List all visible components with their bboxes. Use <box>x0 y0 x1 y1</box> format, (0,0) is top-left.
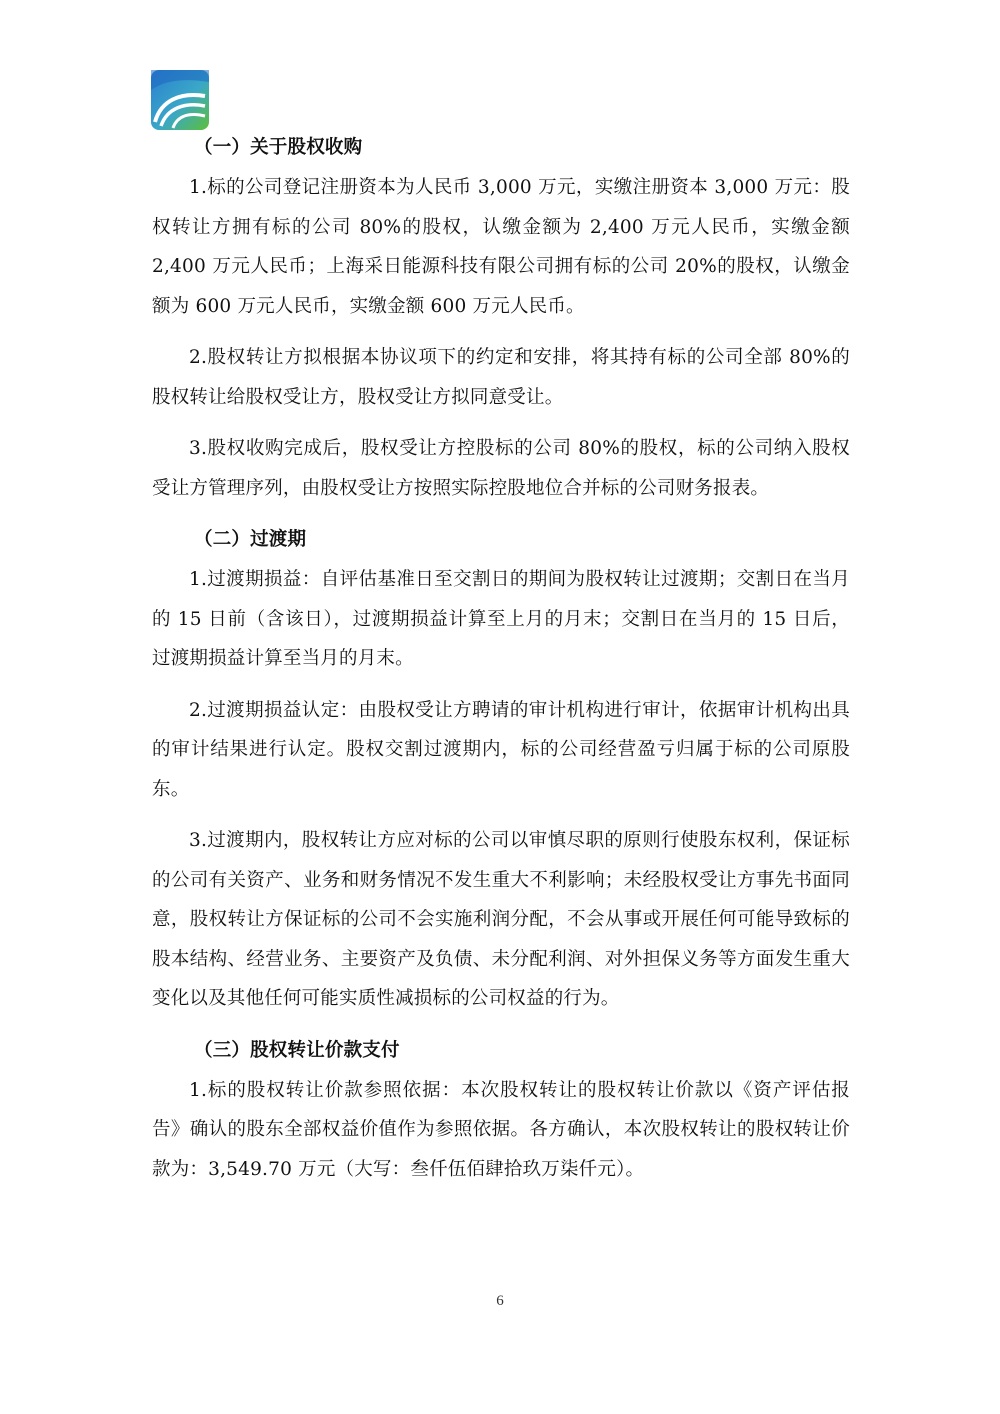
paragraph: 1.标的股权转让价款参照依据：本次股权转让的股权转让价款以《资产评估报告》确认的股东全部权益价值作为参照依据。各方确认，本次股权转让的股权转让价款为：3,549.70 万元（大写：叁仟伍佰肆拾玖万柒仟元）。 <box>152 1079 850 1180</box>
section-heading-acquisition: （一）关于股权收购 <box>194 137 363 158</box>
section-heading-transition: （二）过渡期 <box>194 529 307 550</box>
paragraph: 3.股权收购完成后，股权受让方控股标的公司 80%的股权，标的公司纳入股权受让方管理序列，由股权受让方按照实际控股地位合并标的公司财务报表。 <box>152 438 850 499</box>
company-logo-icon <box>151 70 209 130</box>
paragraph: 1.过渡期损益：自评估基准日至交割日的期间为股权转让过渡期；交割日在当月的 15 日前（含该日），过渡期损益计算至上月的月末；交割日在当月的 15 日后，过渡期损益计算至当月的月末。 <box>152 569 850 669</box>
paragraph: 1.标的公司登记注册资本为人民币 3,000 万元，实缴注册资本 3,000 万元：股权转让方拥有标的公司 80%的股权，认缴金额为 2,400 万元人民币，实缴金额 2,400 万元人民币；上海采日能源科技有限公司拥有标的公司 20%的股权，认缴金额为 600 万元人民币，实缴金额 600 万元人民币。 <box>152 177 850 317</box>
paragraph: 2.过渡期损益认定：由股权受让方聘请的审计机构进行审计，依据审计机构出具的审计结果进行认定。股权交割过渡期内，标的公司经营盈亏归属于标的公司原股东。 <box>152 699 850 800</box>
section-heading-payment: （三）股权转让价款支付 <box>194 1039 400 1061</box>
page-number: 6 <box>496 1293 504 1309</box>
paragraph: 3.过渡期内，股权转让方应对标的公司以审慎尽职的原则行使股东权利，保证标的公司有关资产、业务和财务情况不发生重大不利影响；未经股权受让方事先书面同意，股权转让方保证标的公司不会实施利润分配，不会从事或开展任何可能导致标的股本结构、经营业务、主要资产及负债、未分配利润、对外担保义务等方面发生重大变化以及其他任何可能实质性减损标的公司权益的行为。 <box>152 830 850 1009</box>
paragraph: 2.股权转让方拟根据本协议项下的约定和安排，将其持有标的公司全部 80%的股权转让给股权受让方，股权受让方拟同意受让。 <box>152 347 850 408</box>
document-body <box>152 128 850 1189</box>
